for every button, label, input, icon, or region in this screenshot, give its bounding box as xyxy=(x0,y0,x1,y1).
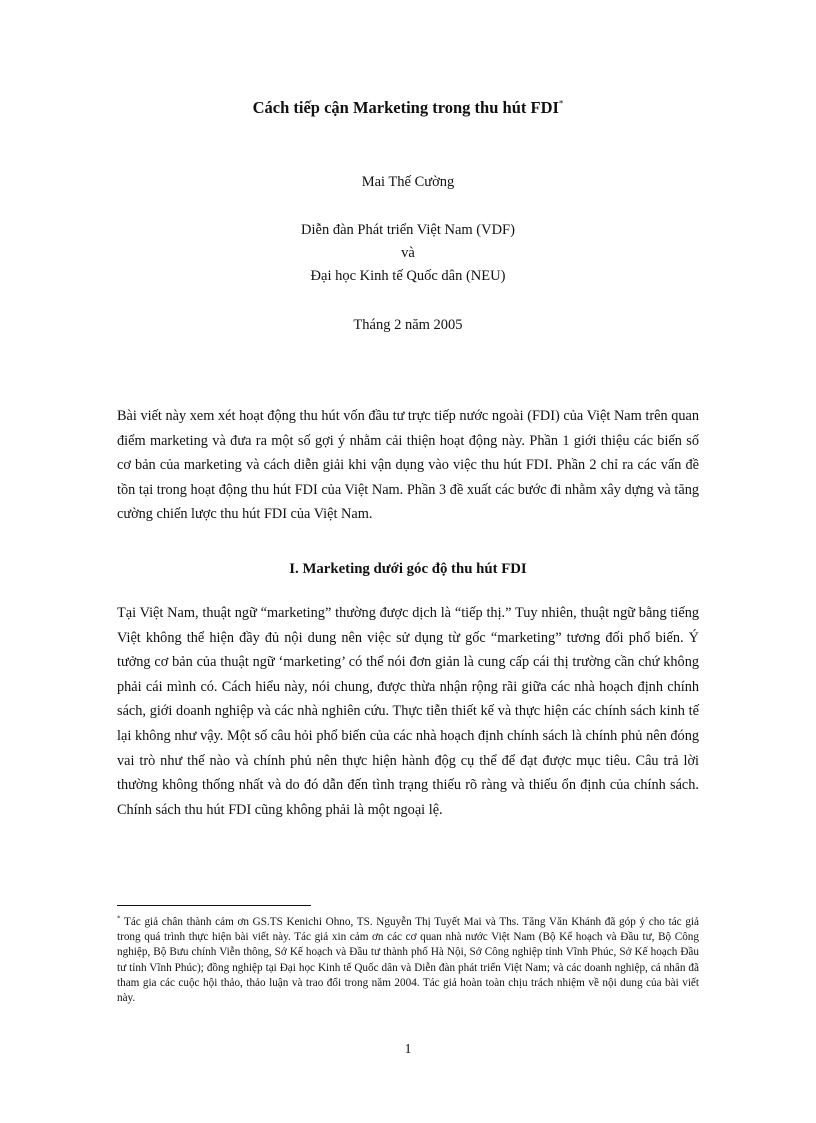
footnote-divider xyxy=(117,905,311,906)
author-name: Mai Thế Cường xyxy=(361,174,455,190)
section-heading: I. Marketing dưới góc độ thu hút FDI xyxy=(289,561,527,577)
page-number: 1 xyxy=(404,1042,412,1057)
paper-title-text: Cách tiếp cận Marketing trong thu hút FDI xyxy=(252,98,559,117)
footnote xyxy=(117,915,699,1006)
body-paragraph: Tại Việt Nam, thuật ngữ “marketing” thường được dịch là “tiếp thị.” Tuy nhiên, thuật ngữ bằng tiếng Việt không thể hiện đầy đủ nội dung nên việc sử dụng từ gốc “marketing” tương đối phổ biến. Ý tưởng cơ bản của thuật ngữ ‘marketing’ có thể nói đơn giản là cung cấp cái thị trường cần chứ không phải cái mình có. Cách hiểu này, nói chung, được thừa nhận rộng rãi giữa các nhà hoạch định chính sách, giới doanh nghiệp và các nhà nghiên cứu. Thực tiễn thiết kế và thực hiện các chính sách kinh tế lại không như vậy. Một số câu hỏi phổ biến của các nhà hoạch định chính sách là chính phủ nên đóng vai trò như thế nào và chính phủ nên thực hiện hành độg cụ thể để đạt được mục tiêu. Câu trả lời thường không thống nhất và do đó dẫn đến tình trạng thiếu rõ ràng và thiếu ổn định của chính sách. Chính sách thu hút FDI cũng không phải là một ngoại lệ. xyxy=(117,605,699,818)
footnote-text: Tác giả chân thành cảm ơn GS.TS Kenichi Ohno, TS. Nguyễn Thị Tuyết Mai và Ths. Tăng Văn Khánh đã góp ý cho tác giả trong quá trình thực hiện bài viết này. Tác giả xin cảm ơn các cơ quan nhà nước Việt Nam (Bộ Kế hoạch và Đầu tư, Bộ Công nghiệp, Bộ Bưu chính Viễn thông, Sở Kế hoạch và Đầu tư thành phố Hà Nội, Sở Công nghiệp tỉnh Vĩnh Phúc, Sở Kế hoạch Đầu tư tỉnh Vĩnh Phúc); đồng nghiệp tại Đại học Kinh tế Quốc dân và Diễn đàn phát triển Việt Nam; và các doanh nghiệp, cá nhân đã tham gia các cuộc hội thảo, thảo luận và trao đổi trong năm 2004. Tác giả hoàn toàn chịu trách nhiệm về nội dung của bài viết này. xyxy=(117,916,699,1005)
paper-title xyxy=(0,97,816,119)
abstract-paragraph: Bài viết này xem xét hoạt động thu hút vốn đầu tư trực tiếp nước ngoài (FDI) của Việt Nam trên quan điểm marketing và đưa ra một số gợi ý nhằm cải thiện hoạt động này. Phần 1 giới thiệu các biến số cơ bản của marketing và cách diễn giải khi vận dụng vào việc thu hút FDI. Phần 2 chỉ ra các vấn đề tồn tại trong hoạt động thu hút FDI của Việt Nam. Phần 3 đề xuất các bước đi nhằm xây dựng và tăng cường chiến lược thu hút FDI của Việt Nam. xyxy=(117,408,699,522)
affiliation-vdf: Diễn đàn Phát triển Việt Nam (VDF) xyxy=(301,222,515,238)
footnote-marker: * xyxy=(117,914,121,923)
affiliation-neu: Đại học Kinh tế Quốc dân (NEU) xyxy=(310,268,506,284)
affiliation-joiner: và xyxy=(401,245,415,261)
publication-date: Tháng 2 năm 2005 xyxy=(353,317,463,333)
title-footnote-marker[interactable]: * xyxy=(558,98,564,109)
